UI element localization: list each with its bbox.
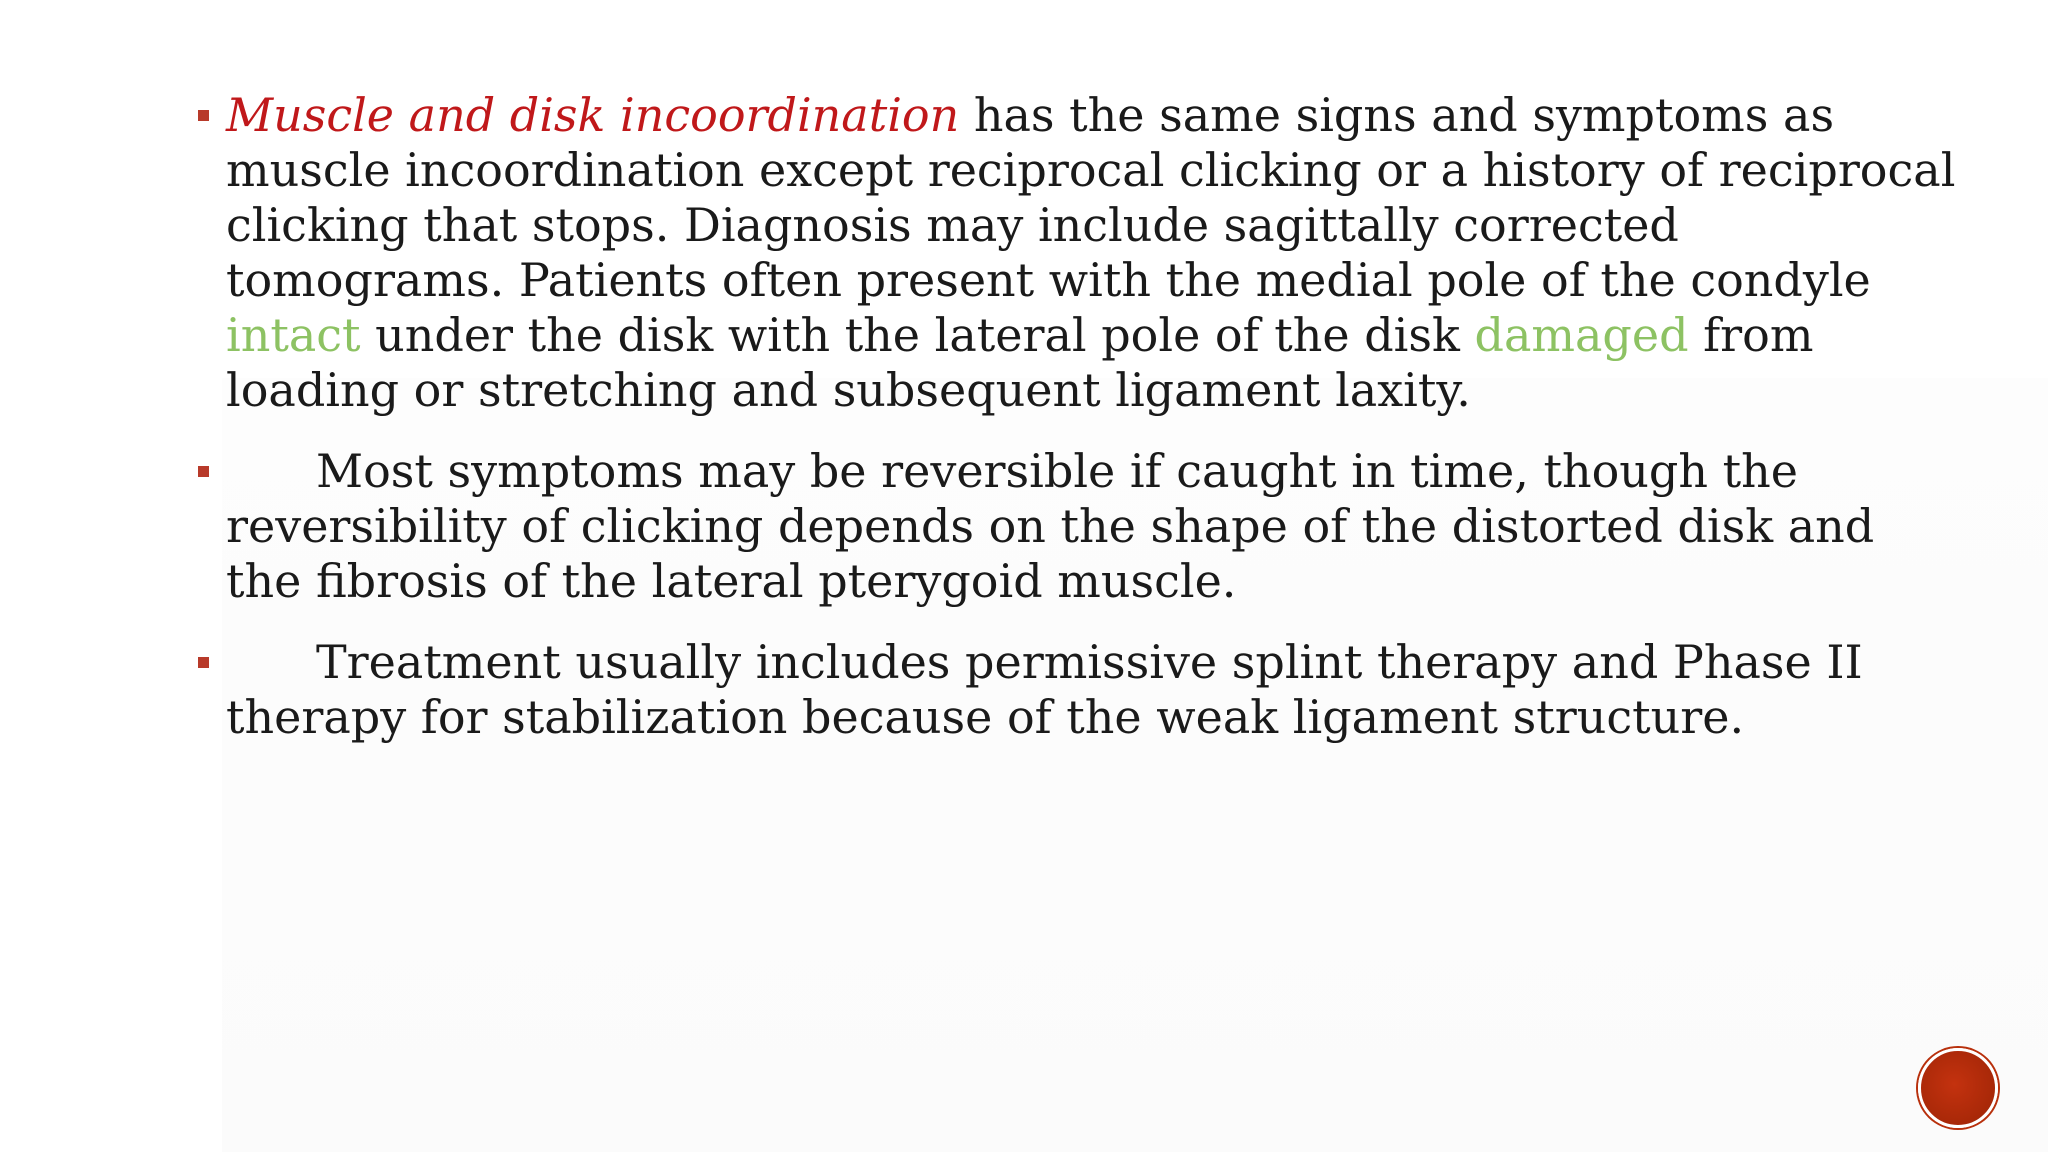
- bullet-term: Muscle and disk incoordination: [226, 88, 960, 142]
- bullet-item-1: [196, 88, 1956, 418]
- bullet-item-3: [196, 635, 1956, 745]
- bullet-text: has the same signs and symptoms as muscle incoordination except reciprocal clicking or a history of reciprocal clicking that stops. Diagnosis may include sagittally corrected tomograms. Patients often present with the medial pole of the condyle: [226, 88, 1956, 307]
- bullet-text: under the disk with the lateral pole of the disk: [360, 308, 1475, 362]
- bullet-square-icon: [198, 657, 209, 668]
- bullet-text: Treatment usually includes permissive splint therapy and Phase II therapy for stabilization because of the weak ligament structure.: [226, 635, 1863, 744]
- bullet-list: [196, 88, 1956, 771]
- bullet-square-icon: [198, 466, 209, 477]
- bullet-item-2: [196, 444, 1956, 609]
- highlight-damaged: damaged: [1474, 308, 1689, 362]
- bullet-text: Most symptoms may be reversible if caught in time, though the reversibility of clicking depends on the shape of the distorted disk and the fibrosis of the lateral pterygoid muscle.: [226, 444, 1875, 608]
- highlight-intact: intact: [226, 308, 361, 362]
- next-slide-button[interactable]: [1918, 1048, 1998, 1128]
- bullet-text: from loading or stretching and subsequent ligament laxity.: [226, 308, 1814, 417]
- bullet-square-icon: [198, 110, 209, 121]
